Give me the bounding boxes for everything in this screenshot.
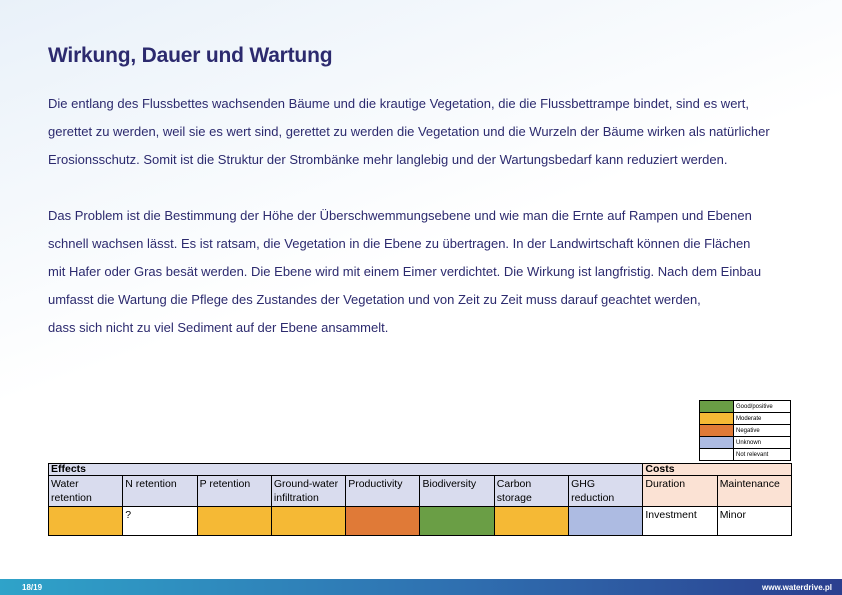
legend-row [700, 401, 791, 413]
legend-swatch [700, 425, 734, 437]
legend-label: Negative [734, 425, 791, 437]
paragraph-line: Erosionsschutz. Somit ist die Struktur der Strombänke mehr langlebig und der Wartungsbedarf kann reduziert werden. [48, 152, 728, 167]
effect-header: Water retention [49, 476, 123, 507]
effect-header: Carbon storage [494, 476, 568, 507]
effects-costs-table [48, 463, 792, 536]
legend-swatch [700, 413, 734, 425]
legend-label: Unknown [734, 437, 791, 449]
paragraph-maintenance [48, 202, 818, 342]
effect-header: P retention [197, 476, 271, 507]
effect-header: N retention [123, 476, 197, 507]
cost-value-cell: Minor [717, 507, 791, 536]
effect-header: Productivity [346, 476, 420, 507]
effect-rating-cell [346, 507, 420, 536]
cost-header: Duration [643, 476, 717, 507]
effect-rating-cell [49, 507, 123, 536]
legend-table [699, 400, 791, 461]
paragraph-line: umfasst die Wartung die Pflege des Zustandes der Vegetation und von Zeit zu Zeit muss darauf geachtet werden, [48, 292, 701, 307]
paragraph-line: mit Hafer oder Gras besät werden. Die Ebene wird mit einem Eimer verdichtet. Die Wirkung ist langfristig. Nach dem Einbau [48, 264, 762, 279]
page-number: 18/19 [22, 583, 43, 592]
legend-label: Good/positive [734, 401, 791, 413]
effect-header: Biodiversity [420, 476, 494, 507]
paragraph-vegetation [48, 90, 818, 174]
effect-header: GHG reduction [569, 476, 643, 507]
costs-section-label: Costs [643, 464, 792, 476]
paragraph-line: schnell wachsen lässt. Es ist ratsam, die Vegetation in die Ebene zu übertragen. In der Landwirtschaft können die Flächen [48, 236, 751, 251]
website-url: www.waterdrive.pl [762, 583, 832, 592]
effect-rating-cell: ? [123, 507, 197, 536]
paragraph-line: gerettet zu werden, weil sie es wert sind, gerettet zu werden die Vegetation und die Wurzeln der Bäume wirken als natürlicher [48, 124, 770, 139]
legend-label: Not relevant [734, 449, 791, 461]
cost-value-cell: Investment [643, 507, 717, 536]
paragraph-line: Das Problem ist die Bestimmung der Höhe der Überschwemmungsebene und wie man die Ernte auf Rampen und Ebenen [48, 208, 752, 223]
cost-header: Maintenance [717, 476, 791, 507]
effect-rating-cell [271, 507, 345, 536]
page-title: Wirkung, Dauer und Wartung [48, 44, 333, 67]
paragraph-line: dass sich nicht zu viel Sediment auf der Ebene ansammelt. [48, 320, 389, 335]
effect-rating-cell [420, 507, 494, 536]
effect-header: Ground-water infiltration [271, 476, 345, 507]
legend-swatch [700, 401, 734, 413]
footer-bar [0, 579, 842, 595]
legend-row [700, 449, 791, 461]
effect-rating-cell [197, 507, 271, 536]
legend-label: Moderate [734, 413, 791, 425]
legend-row [700, 425, 791, 437]
legend-row [700, 413, 791, 425]
effect-rating-cell [494, 507, 568, 536]
legend-swatch [700, 437, 734, 449]
effect-rating-cell [569, 507, 643, 536]
effects-section-label: Effects [49, 464, 643, 476]
legend-row [700, 437, 791, 449]
legend-swatch [700, 449, 734, 461]
paragraph-line: Die entlang des Flussbettes wachsenden Bäume und die krautige Vegetation, die die Flussbettrampe bindet, sind es wert, [48, 96, 749, 111]
